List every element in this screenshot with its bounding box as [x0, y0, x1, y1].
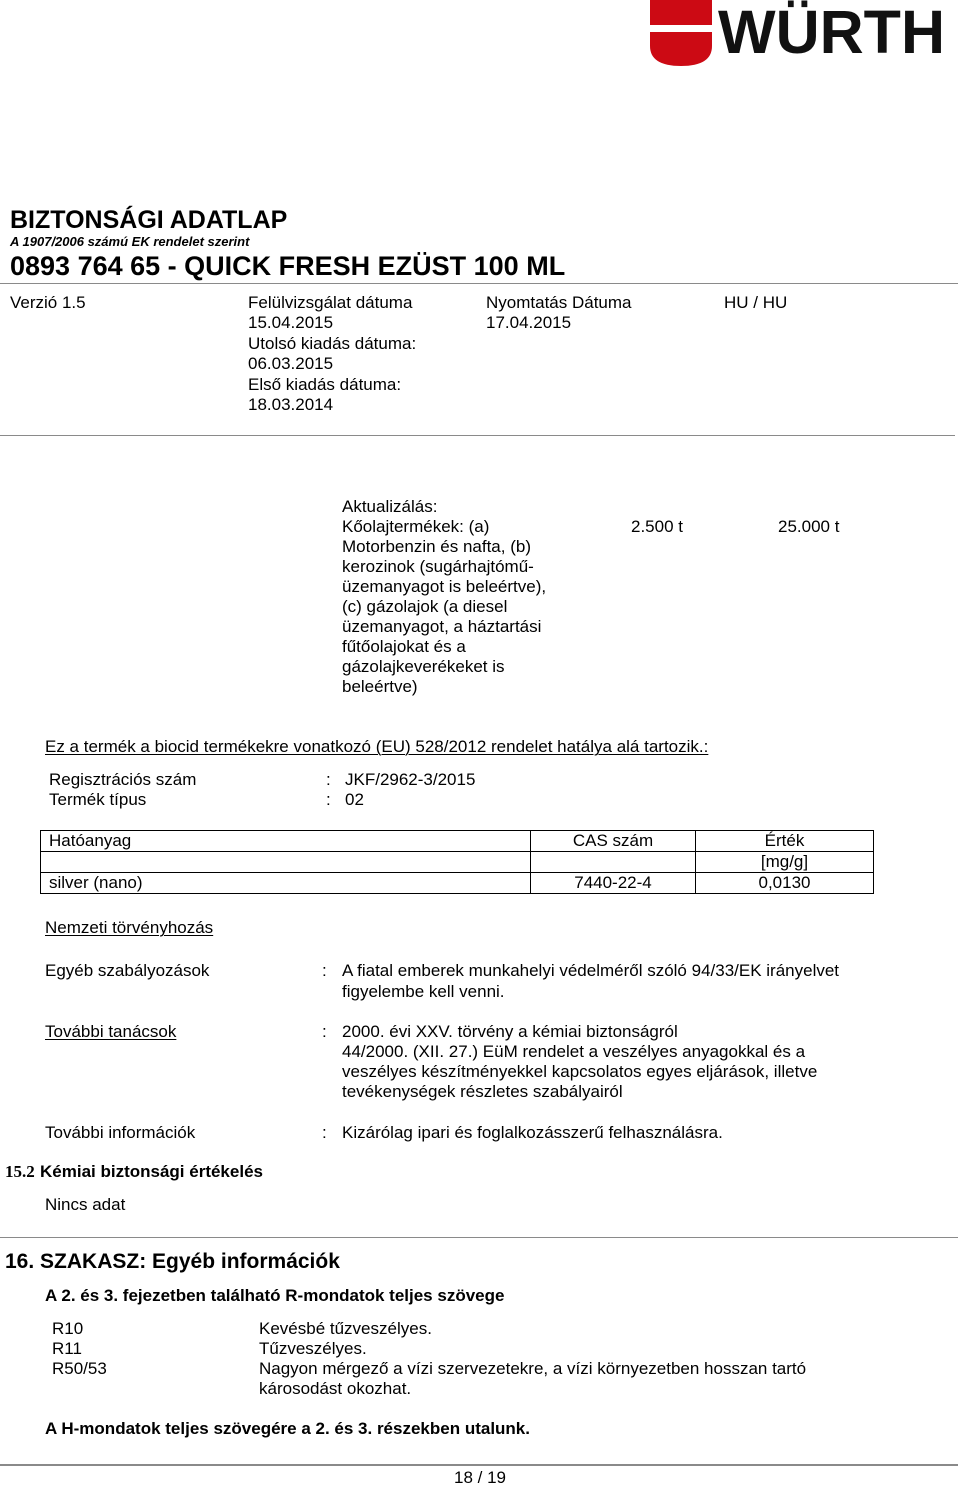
- value-line: figyelembe kell venni.: [342, 981, 505, 1001]
- seveso-line: beleértve): [342, 677, 418, 696]
- further-information-value: Kizárólag ipari és foglalkozásszerű felhasználásra.: [342, 1123, 723, 1142]
- other-regulations-label: Egyéb szabályozások: [45, 961, 210, 980]
- header-cas-number: CAS szám: [531, 831, 696, 852]
- seveso-line: (c) gázolajok (a diesel: [342, 597, 508, 616]
- seveso-line: gázolajkeverékeket is: [342, 657, 505, 676]
- r-phrase-text: [259, 1359, 806, 1399]
- national-legislation-heading: Nemzeti törvényhozás: [45, 918, 214, 937]
- table-header-row: [41, 831, 874, 852]
- substance-name-cell: silver (nano): [41, 873, 531, 894]
- last-issue-label: Utolsó kiadás dátuma:: [248, 333, 417, 353]
- print-label: Nyomtatás Dátuma: [486, 293, 632, 312]
- r-phrase-code: R11: [52, 1339, 82, 1358]
- registration-label: Regisztrációs szám: [49, 770, 197, 789]
- section-16-title: 16. SZAKASZ: Egyéb információk: [5, 1250, 340, 1273]
- seveso-line: Aktualizálás:: [342, 497, 438, 516]
- other-regulations-separator: :: [322, 961, 327, 980]
- seveso-line: fűtőolajokat és a: [342, 637, 466, 656]
- product-name: 0893 764 65 - QUICK FRESH EZÜST 100 ML: [10, 251, 566, 281]
- seveso-line: üzemanyagot is beleértve),: [342, 577, 547, 596]
- upper-threshold: 25.000 t: [778, 517, 840, 536]
- subsection-number: 15.2: [5, 1162, 35, 1181]
- biocide-heading: Ez a termék a biocid termékekre vonatkozó (EU) 528/2012 rendelet hatálya alá tartozik.:: [45, 737, 709, 756]
- table-unit-row: [41, 852, 874, 873]
- r-phrases-heading: A 2. és 3. fejezetben található R-mondatok teljes szövege: [45, 1286, 505, 1305]
- subsection-text: Nincs adat: [45, 1195, 126, 1214]
- seveso-category: [342, 497, 546, 697]
- further-information-label: További információk: [45, 1123, 196, 1142]
- registration-separator: :: [326, 770, 331, 789]
- product-type-label: Termék típus: [49, 790, 147, 809]
- other-regulations-value: [342, 961, 839, 1003]
- lower-threshold: 2.500 t: [631, 517, 683, 536]
- seveso-line: Motorbenzin és nafta, (b): [342, 537, 531, 556]
- r-phrase-code: R10: [52, 1319, 84, 1338]
- regulation-subtitle: A 1907/2006 számú EK rendelet szerint: [10, 234, 250, 249]
- document-title: BIZTONSÁGI ADATLAP: [10, 206, 288, 234]
- wurth-logo-icon: [650, 0, 712, 66]
- product-type-separator: :: [326, 790, 331, 809]
- section-divider: [0, 1237, 958, 1238]
- r-phrase-line: Nagyon mérgező a vízi szervezetekre, a vízi környezetben hosszan tartó: [259, 1359, 807, 1378]
- table-cell-empty: [531, 852, 696, 873]
- r-phrase-text: Kevésbé tűzveszélyes.: [259, 1319, 432, 1338]
- page-number: 18 / 19: [454, 1468, 506, 1487]
- first-issue-label: Első kiadás dátuma:: [248, 374, 402, 394]
- table-row: [41, 873, 874, 894]
- r-phrase-code: R50/53: [52, 1359, 107, 1378]
- value-cell: 0,0130: [696, 873, 874, 894]
- table-cell-empty: [41, 852, 531, 873]
- product-type-value: 02: [345, 790, 364, 809]
- revision-label: Felülvizsgálat dátuma: [248, 293, 413, 312]
- value-line: 2000. évi XXV. törvény a kémiai biztonságról: [342, 1022, 678, 1041]
- revision-dates: [248, 293, 416, 415]
- locale: HU / HU: [724, 293, 788, 312]
- first-issue-date: 18.03.2014: [248, 395, 334, 415]
- active-substance-table: [40, 830, 874, 894]
- r-phrase-text: Tűzveszélyes.: [259, 1339, 367, 1358]
- logo-wordmark: WÜRTH: [718, 0, 945, 66]
- further-advice-value: [342, 1022, 817, 1102]
- value-line: tevékenységek részletes szabályairól: [342, 1082, 623, 1101]
- registration-value: JKF/2962-3/2015: [345, 770, 476, 789]
- value-line: A fiatal emberek munkahelyi védelméről szóló 94/33/EK irányelvet: [342, 961, 840, 980]
- further-information-separator: :: [322, 1123, 327, 1142]
- value-line: veszélyes készítményekkel kapcsolatos egyes eljárások, illetve: [342, 1062, 818, 1081]
- header-active-substance: Hatóanyag: [41, 831, 531, 852]
- footer-divider: [0, 1464, 958, 1466]
- version: Verzió 1.5: [10, 293, 86, 312]
- further-advice-separator: :: [322, 1022, 327, 1041]
- unit-cell: [mg/g]: [696, 852, 874, 873]
- subsection-title: Kémiai biztonsági értékelés: [40, 1162, 263, 1181]
- seveso-line: üzemanyagot, a háztartási: [342, 617, 542, 636]
- value-line: 44/2000. (XII. 27.) EüM rendelet a veszélyes anyagokkal és a: [342, 1042, 806, 1061]
- r-phrase-line: károsodást okozhat.: [259, 1379, 412, 1398]
- print-date: 17.04.2015: [486, 313, 572, 332]
- seveso-line: Kőolajtermékek: (a): [342, 517, 490, 536]
- last-issue-date: 06.03.2015: [248, 354, 334, 374]
- seveso-line: kerozinok (sugárhajtómű-: [342, 557, 534, 576]
- header-divider: [0, 283, 958, 284]
- print-date-block: [486, 293, 632, 333]
- cas-number-cell: 7440-22-4: [531, 873, 696, 894]
- header-value: Érték: [696, 831, 874, 852]
- further-advice-label: További tanácsok: [45, 1022, 177, 1041]
- meta-divider: [0, 435, 955, 436]
- h-phrases-note: A H-mondatok teljes szövegére a 2. és 3. részekben utalunk.: [45, 1419, 530, 1438]
- revision-date: 15.04.2015: [248, 313, 334, 333]
